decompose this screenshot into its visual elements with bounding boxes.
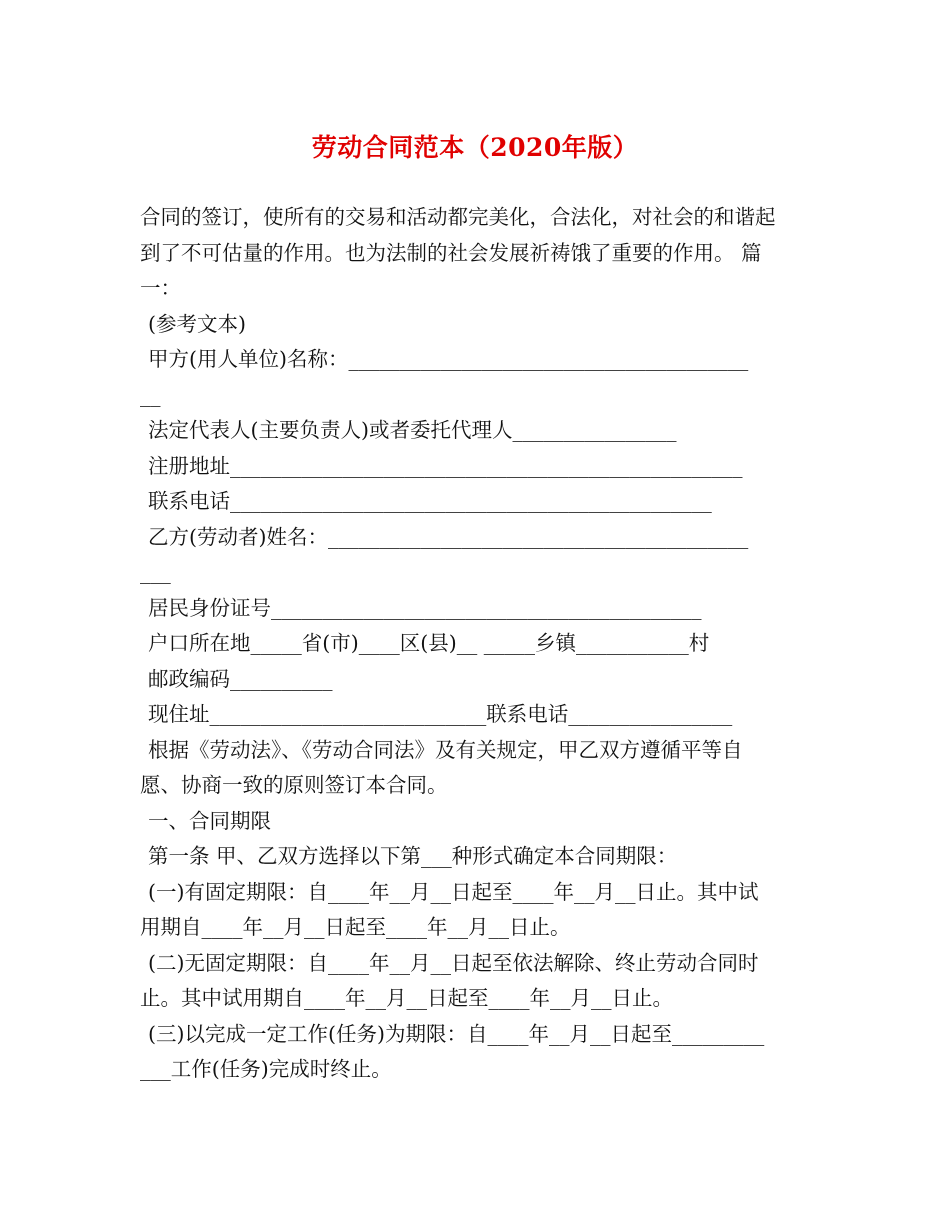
- body-line: 现住址___________________________联系电话________________: [148, 702, 733, 726]
- body-line: (一)有固定期限：自____年__月__日起至____年__月__日止。其中试: [148, 879, 759, 904]
- body-line: 愿、协商一致的原则签订本合同。: [140, 773, 448, 797]
- body-line: 根据《劳动法》、《劳动合同法》及有关规定，甲乙双方遵循平等自: [148, 737, 743, 762]
- body-line: (参考文本): [148, 311, 246, 336]
- body-line: 止。其中试用期自____年__月__日起至____年__月__日止。: [140, 986, 673, 1010]
- body-line: 注册地址__________________________________________________: [148, 453, 743, 478]
- body-line: 联系电话_______________________________________________: [148, 489, 712, 513]
- body-line: ___: [140, 560, 171, 584]
- body-line: 合同的签订，使所有的交易和活动都完美化，合法化，对社会的和谐起: [140, 205, 776, 229]
- document-title: 劳动合同范本（2020年版）: [311, 133, 639, 162]
- body-line: 第一条 甲、乙双方选择以下第___种形式确定本合同期限：: [148, 844, 678, 868]
- body-line: 法定代表人(主要负责人)或者委托代理人________________: [148, 418, 677, 442]
- body-line: 乙方(劳动者)姓名：_________________________________________: [148, 524, 749, 549]
- body-line: 一：: [140, 276, 181, 300]
- body-line: 用期自____年__月__日起至____年__月__日止。: [140, 915, 571, 939]
- body-line: 居民身份证号__________________________________________: [148, 595, 702, 620]
- body-line: 到了不可估量的作用。也为法制的社会发展祈祷饿了重要的作用。 篇: [140, 240, 762, 265]
- body-line: __: [140, 382, 161, 407]
- body-line: 户口所在地_____省(市)____区(县)__ _____乡镇___________村: [148, 631, 710, 655]
- body-line: (三)以完成一定工作(任务)为期限：自____年__月__日起至_________: [148, 1021, 765, 1046]
- body-line: 邮政编码__________: [148, 666, 333, 691]
- body-line: ___工作(任务)完成时终止。: [140, 1057, 392, 1081]
- body-line: 甲方(用人单位)名称：_______________________________________: [148, 347, 749, 371]
- document-body: [140, 200, 812, 1088]
- body-line: (二)无固定期限：自____年__月__日起至依法解除、终止劳动合同时: [148, 950, 759, 975]
- body-line: 一、合同期限: [148, 808, 271, 833]
